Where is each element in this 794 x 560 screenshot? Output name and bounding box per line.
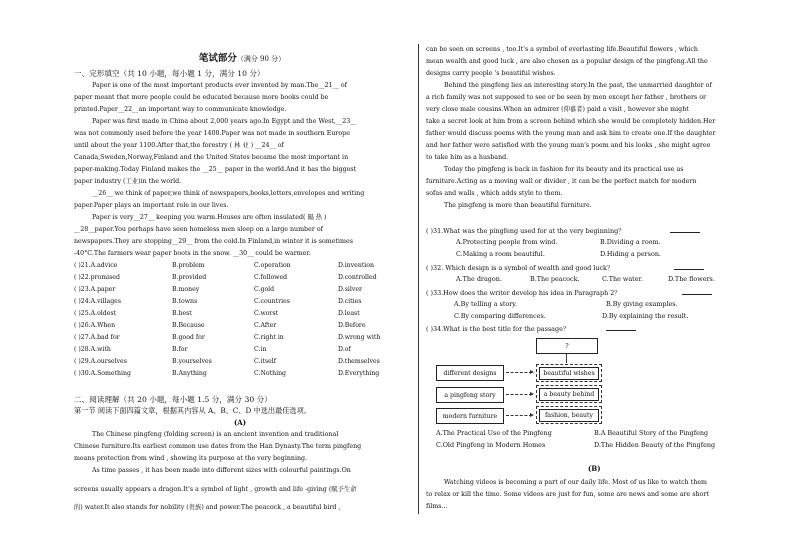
option-b[interactable]: B.good for bbox=[172, 334, 205, 341]
option-c[interactable]: C.itself bbox=[254, 358, 277, 365]
option-d[interactable]: D.Before bbox=[338, 322, 366, 329]
passage-line: Watching videos is becoming a part of our daily life. Most of us like to watch them bbox=[444, 479, 708, 486]
option-a[interactable]: A.By telling a story. bbox=[454, 300, 518, 308]
passage-line: take a secret look at him from a screen behind which she would be completely hidden.Her bbox=[426, 118, 716, 125]
cloze-line: __26__ we think of paper,we think of newspapers,books,letters,envelopes and writing bbox=[92, 190, 365, 197]
section1-heading: 一、完形填空（共 10 小题，每小题 1 分，满分 10 分） bbox=[74, 69, 265, 78]
option-d[interactable]: D.cities bbox=[338, 298, 362, 305]
cloze-line: was not commonly used before the year 1400.Paper was not made in southern Europe bbox=[74, 130, 350, 137]
option-d[interactable]: D.The flowers. bbox=[668, 275, 715, 283]
option-c[interactable]: C.in bbox=[254, 346, 267, 353]
option-b[interactable]: B.The peacock. bbox=[530, 275, 580, 283]
diagram-right-inner: beautiful wishes bbox=[539, 367, 599, 380]
option-b[interactable]: B.yourselves bbox=[172, 358, 212, 365]
option-c[interactable]: C.The water. bbox=[602, 275, 643, 283]
option-c[interactable]: C.By comparing differences. bbox=[454, 312, 546, 320]
option-row-21[interactable] bbox=[74, 262, 117, 269]
diagram-left-box: different designs bbox=[436, 365, 504, 381]
passage-line: can be seen on screens , too.It's a symbol of everlasting life.Beautiful flowers , which bbox=[426, 46, 698, 53]
option-d[interactable]: D.controlled bbox=[338, 274, 377, 281]
option-b[interactable]: B.By giving examples. bbox=[606, 300, 678, 308]
answer-blank[interactable] bbox=[606, 324, 636, 331]
passage-line: films... bbox=[426, 503, 448, 510]
option-c[interactable]: C.right in bbox=[254, 334, 284, 341]
passage-line: to relax or kill the time. Some videos are just for fun, some are news and some are short bbox=[426, 491, 709, 498]
passage-line: a rich family was not supposed to see or be seen by men except her father , brothers or bbox=[426, 94, 707, 101]
option-a[interactable]: ( )21.A.advice bbox=[74, 262, 118, 269]
cloze-line: -40°C.The farmers wear paper boots in the snow. __30__ could be warmer. bbox=[74, 250, 311, 257]
cloze-line: Paper is one of the most important products ever invented by man.The__21__ of bbox=[92, 82, 347, 89]
passage-line: to take him as a husband. bbox=[426, 154, 509, 161]
option-b[interactable]: B.money bbox=[172, 286, 200, 293]
option-a[interactable]: A.The dragon. bbox=[456, 275, 502, 283]
option-b[interactable]: B.provided bbox=[172, 274, 207, 281]
option-c[interactable]: C.Old Pingfeng in Modern Homes bbox=[436, 441, 546, 449]
cloze-line: Canada,Sweden,Norway,Finland and the United States became the most important in bbox=[74, 154, 349, 161]
option-b[interactable]: B.Dividing a room. bbox=[600, 238, 661, 246]
cloze-line: paper meant that more people could be educated because more books could be bbox=[74, 94, 329, 101]
passage-line: furniture.Acting as a moving wall or divider , it can be the perfect match for modern bbox=[426, 178, 697, 185]
option-b[interactable]: B.for bbox=[172, 346, 188, 353]
arrow-icon bbox=[506, 394, 532, 395]
option-a[interactable]: ( )23.A.paper bbox=[74, 286, 116, 293]
option-c[interactable]: C.worst bbox=[254, 310, 279, 317]
diagram-left-box: a pingfeng story bbox=[436, 387, 504, 403]
option-b[interactable]: B.best bbox=[172, 310, 192, 317]
passage-line: designs carry people 's beautiful wishes. bbox=[426, 70, 556, 77]
option-a[interactable]: ( )29.A.ourselves bbox=[74, 358, 127, 365]
passage-line: screens usually appears a dragon.It's a symbol of light , growth and life -giving (赋予生命 bbox=[74, 486, 357, 493]
option-a[interactable]: ( )24.A.villages bbox=[74, 298, 121, 305]
cloze-line: __28__paper.You perhaps have seen homeless men sleep on a large number of bbox=[74, 226, 323, 233]
cloze-line: Paper was first made in China about 2,000 years ago.In Egypt and the West,__23__ bbox=[92, 118, 357, 125]
cloze-line: paper-making.Today Finland makes the __25__ paper in the world.And it has the biggest bbox=[74, 166, 357, 173]
option-a[interactable]: ( )28.A.with bbox=[74, 346, 111, 353]
section2-subheading: 第一节 阅读下面四篇文章，根据其内容从 A、B、C、D 中选出最佳选项。 bbox=[74, 406, 312, 415]
answer-blank[interactable] bbox=[674, 263, 704, 270]
passage-line: mean wealth and good luck , are also chosen as a popular design of the pingfeng.All the bbox=[426, 58, 708, 65]
option-c[interactable]: C.operation bbox=[254, 262, 291, 269]
passage-line: The pingfeng is more than beautiful furniture. bbox=[444, 202, 592, 209]
option-d[interactable]: D.themselves bbox=[338, 358, 380, 365]
column-divider bbox=[418, 44, 419, 514]
option-a[interactable]: ( )27.A.bad for bbox=[74, 334, 120, 341]
option-d[interactable]: D.The Hidden Beauty of the Pingfeng bbox=[594, 441, 716, 449]
option-a[interactable]: ( )26.A.When bbox=[74, 322, 116, 329]
title-main: 笔试部分 bbox=[198, 53, 237, 64]
option-c[interactable]: C.countries bbox=[254, 298, 290, 305]
diagram-left-box: modern furniture bbox=[436, 408, 504, 424]
option-d[interactable]: D.Everything bbox=[338, 370, 380, 377]
diagram-right-box bbox=[536, 406, 602, 424]
question-34-stem: ( )34.What is the best title for the passage？ bbox=[426, 325, 570, 333]
option-d[interactable]: D.wrong with bbox=[338, 334, 381, 341]
passage-line: As time passes , it has been made into different sizes with colourful paintings.On bbox=[92, 467, 351, 474]
cloze-line: Paper is very__27__ keeping you warm.Houses are often insulated( 隔 热 ) bbox=[92, 214, 327, 221]
option-b[interactable]: B.problem bbox=[172, 262, 205, 269]
option-b[interactable]: B.A Beautiful Story of the Pingfeng bbox=[594, 429, 709, 437]
option-d[interactable]: D.silver bbox=[338, 286, 362, 293]
option-d[interactable]: D.least bbox=[338, 310, 360, 317]
question-32-stem: ( )32. Which design is a symbol of wealth and good luck？ bbox=[426, 264, 614, 272]
option-a[interactable]: A.Protecting people from wind. bbox=[456, 238, 558, 246]
passage-line: Behind the pingfeng lies an interesting story.In the past, the unmarried daughter of bbox=[444, 82, 712, 89]
diagram-right-box bbox=[536, 364, 602, 382]
diagram-title-box: ? bbox=[536, 338, 598, 354]
passage-line: and her father were satisfied with the young man's poem and his looks , she might agree bbox=[426, 142, 711, 149]
passage-line: sofas and walls , which adds style to them. bbox=[426, 190, 563, 197]
cloze-line: printed.Paper__22__an important way to communicate knowledge. bbox=[74, 106, 287, 113]
diagram-right-inner: a beauty behind bbox=[539, 388, 599, 401]
option-d[interactable]: D.By explaining the result. bbox=[602, 312, 689, 320]
passage-line: Today the pingfeng is back in fashion for its beauty and its practical use as bbox=[444, 166, 684, 173]
option-a[interactable]: ( )25.A.oldest bbox=[74, 310, 117, 317]
option-c[interactable]: C.After bbox=[254, 322, 277, 329]
section2-heading: 二、阅读理解（共 20 小题，每小题 1.5 分，满分 30 分） bbox=[74, 395, 272, 404]
option-c[interactable]: C.gold bbox=[254, 286, 275, 293]
option-d[interactable]: D.Hiding a person. bbox=[600, 250, 661, 258]
option-b[interactable]: B.towns bbox=[172, 298, 198, 305]
option-c[interactable]: C.Nothing bbox=[254, 370, 287, 377]
cloze-line: newspapers.They are stopping__29__ from the cold.In Finland,in winter it is sometimes bbox=[74, 238, 353, 245]
answer-blank[interactable] bbox=[670, 226, 700, 233]
option-a[interactable]: ( )22.promised bbox=[74, 274, 120, 281]
passage-b-label: (B) bbox=[588, 464, 601, 473]
cloze-line: paper.Paper plays an important role in our lives. bbox=[74, 202, 229, 209]
passage-a-label: (A) bbox=[234, 418, 247, 427]
passage-line: The Chinese pingfeng (folding screen) is an ancient invention and traditional bbox=[92, 431, 339, 438]
page-title bbox=[74, 50, 410, 64]
answer-blank[interactable] bbox=[682, 288, 712, 295]
diagram-connector bbox=[566, 353, 567, 363]
title-sub: （满分 90 分） bbox=[236, 55, 286, 63]
passage-line: 的) water.It also stands for nobility (贵族) and power.The peacock , a beautiful bird , bbox=[74, 504, 341, 511]
question-33-stem: ( )33.How does the writer develop his idea in Paragraph 2？ bbox=[426, 289, 621, 297]
arrow-icon bbox=[506, 372, 532, 373]
option-d[interactable]: D.invention bbox=[338, 262, 374, 269]
option-b[interactable]: B.Because bbox=[172, 322, 205, 329]
option-b[interactable]: B.Anything bbox=[172, 370, 207, 377]
diagram-right-inner: fashion, beauty bbox=[539, 409, 599, 422]
option-a[interactable]: ( )30.A.Something bbox=[74, 370, 131, 377]
passage-line: father would discuss poems with the young man and ask him to create one.If the daughter bbox=[426, 130, 716, 137]
passage-line: very close male cousins.When an admirer (仰慕者) paid a visit , however she might bbox=[426, 106, 689, 113]
passage-line: Chinese furniture.Its earliest common use dates from the Han Dynasty.The term pingfeng bbox=[74, 443, 362, 450]
arrow-icon bbox=[506, 415, 532, 416]
diagram-right-box bbox=[536, 385, 602, 403]
option-c[interactable]: C.Making a room beautiful. bbox=[456, 250, 545, 258]
cloze-line: until about the year 1100.After that,the forestry ( 林 业 ) __24__ of bbox=[74, 142, 284, 149]
cloze-line: paper industry (工业)in the world. bbox=[74, 178, 182, 185]
option-d[interactable]: D.of bbox=[338, 346, 351, 353]
question-31-stem: ( )31.What was the pingfeng used for at the very beginning？ bbox=[426, 227, 625, 235]
option-c[interactable]: C.followed bbox=[254, 274, 288, 281]
passage-line: means protection from wind , showing its purpose at the very beginning. bbox=[74, 455, 308, 462]
option-a[interactable]: A.The Practical Use of the Pingfeng bbox=[436, 429, 552, 437]
